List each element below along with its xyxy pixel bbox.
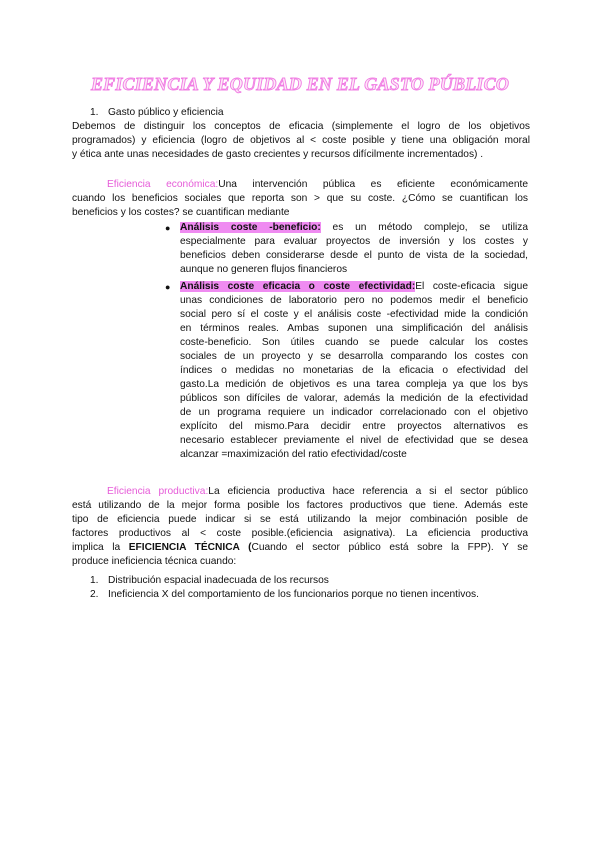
bullet2-line-11: explícito del mismo.Para decidir entre proyectos alternativos es	[180, 421, 528, 432]
bullet2-line-3: social pero sí el coste y el análisis coste -efectividad mide la condición	[180, 309, 528, 320]
productiva-line5-post: Cuando el sector público está sobre la FPP). Y se	[251, 542, 528, 553]
bullet2-line-13: alcanzar =maximización del ratio efectividad/coste	[180, 449, 407, 460]
bullet2-line-4: en términos reales. Ambas suponen una simplificación del análisis	[180, 323, 528, 334]
list-number: 1.	[90, 575, 99, 586]
bullet2-line-1	[180, 280, 528, 294]
list-text: Distribución espacial inadecuada de los recursos	[108, 575, 329, 586]
bullet1-first-line: es un método complejo, se utiliza	[320, 222, 528, 233]
bullet2-line-12: necesario establecer previamente el nivel de efectividad que se desea	[180, 435, 528, 446]
bullet1-label: Análisis coste -beneficio:	[180, 222, 321, 233]
bullet2-first-line: El coste-eficacia sigue	[415, 281, 528, 292]
bullet2-line-6: sociales de un proyecto y se desarrolla comparando los costes con	[180, 351, 528, 362]
list-number: 2.	[90, 589, 99, 600]
productiva-line-4: factores productivos al < coste posible.(eficiencia asignativa). La eficiencia productiva	[72, 528, 528, 539]
economica-line-3: beneficios y los costes? se cuantifican mediante	[72, 207, 290, 218]
productiva-line-2: está utilizando de la mejor forma posible los factores productivos que tiene. Además este	[72, 500, 528, 511]
economica-line-2: cuando los beneficios sociales que reporta son > que su coste. ¿Cómo se cuantifican los	[72, 193, 528, 204]
bullet2-line-2: unas condiciones de laboratorio pero no podemos medir el beneficio	[180, 295, 528, 306]
bullet2-label: Análisis coste eficacia o coste efectividad:	[180, 281, 416, 292]
economica-line-1	[107, 178, 528, 192]
productiva-first-line: La eficiencia productiva hace referencia a si el sector público	[208, 486, 529, 497]
bullet2-line-8: gasto.La medición de objetivos es una tarea compleja ya que los bys	[180, 379, 528, 390]
bullet1-line-3: beneficios deben considerarse desde el punto de vista de la sociedad,	[180, 250, 528, 261]
productiva-label: Eficiencia productiva:	[107, 486, 209, 497]
section1-line-2: programados) y eficiencia (logro de objetivos al < coste posible y tiene una obligación moral	[72, 135, 530, 146]
bullet2-line-10: de un programa requiere un indicador correlacionado con el objetivo	[180, 407, 528, 418]
productiva-list-item-2	[90, 588, 530, 602]
list-text: Ineficiencia X del comportamiento de los funcionarios porque no tienen incentivos.	[108, 589, 479, 600]
productiva-line-5	[72, 541, 528, 555]
bullet2-line-5: coste-beneficio. Son útiles cuando se puede calcular los costes	[180, 337, 528, 348]
section1-line-3: y ética ante unas necesidades de gasto crecientes y recursos difícilmente incrementados) .	[72, 149, 484, 160]
productiva-line-3: tipo de eficiencia puede indicar si se está utilizando la mejor combinación posible de	[72, 514, 528, 525]
eficiencia-tecnica-term: EFICIENCIA TÉCNICA (	[128, 542, 252, 553]
document-title: EFICIENCIA Y EQUIDAD EN EL GASTO PÚBLICO	[90, 74, 510, 94]
section1-line-1: Debemos de distinguir los conceptos de eficacia (simplemente el logro de los objetivos	[72, 121, 530, 132]
bullet1-line-2: especialmente para evaluar proyectos de inversión y los costes y	[180, 236, 528, 247]
productiva-line5-pre: implica la	[72, 542, 129, 553]
section-number: 1.	[90, 107, 99, 118]
economica-first-line: Una intervención pública es eficiente económicamente	[218, 179, 528, 190]
bullet1-line-4: aunque no generen flujos financieros	[180, 264, 348, 275]
productiva-line-6: produce ineficiencia técnica cuando:	[72, 556, 237, 567]
economica-label: Eficiencia económica:	[107, 179, 219, 190]
bullet2-line-7: índices o medidas no monetarias de la eficacia o efectividad del	[180, 365, 528, 376]
bullet2-line-9: públicos son difíciles de valorar, además la medición de la efectividad	[180, 393, 528, 404]
productiva-line-1	[107, 485, 528, 499]
section-heading-text: Gasto público y eficiencia	[108, 107, 224, 118]
bullet-dot-icon: ●	[165, 282, 171, 292]
section-heading-1	[90, 106, 510, 120]
bullet1-line-1	[180, 221, 528, 235]
bullet-dot-icon: ●	[165, 223, 171, 233]
productiva-list-item-1	[90, 574, 530, 588]
